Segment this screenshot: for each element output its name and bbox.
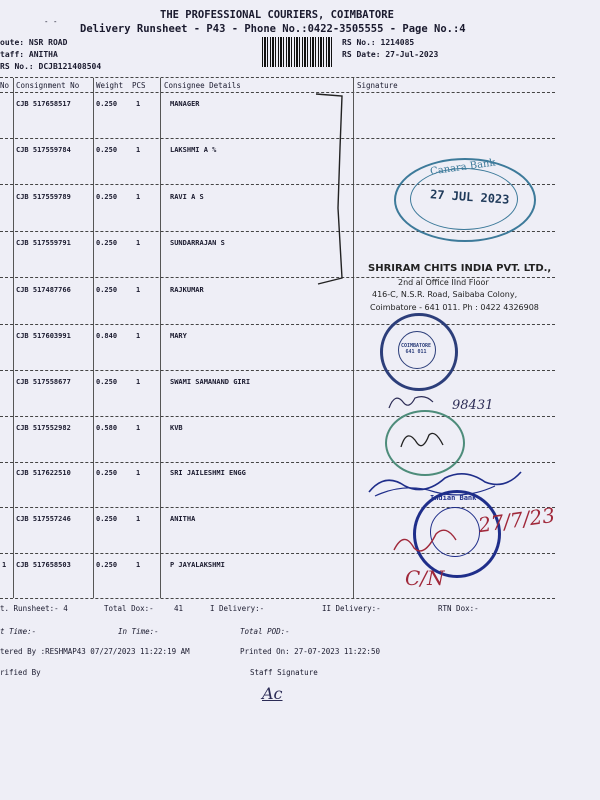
rs-no-left: RS No.: DCJB121408504 — [0, 62, 102, 71]
table-header-rule — [0, 92, 555, 93]
pcs-value: 1 — [136, 286, 141, 294]
weight-value: 0.580 — [96, 424, 118, 432]
weight-value: 0.250 — [96, 239, 118, 247]
canara-bank-name: Canara Bank — [429, 157, 497, 178]
entered-by: tered By :RESHMAP43 07/27/2023 11:22:19 AM — [0, 647, 190, 656]
col-no: No — [0, 81, 10, 90]
consignee-name: P JAYALAKSHMI — [170, 561, 225, 569]
canara-stamp-date: 27 JUL 2023 — [429, 187, 510, 207]
weight-value: 0.250 — [96, 193, 118, 201]
round-stamp-center: COIMBATORE 641 011 — [400, 343, 432, 355]
i-delivery: I Delivery:- — [210, 604, 265, 613]
weight-value: 0.250 — [96, 286, 118, 294]
consignment-number: CJB 517658503 — [16, 561, 71, 569]
pcs-value: 1 — [136, 378, 141, 386]
ii-delivery: II Delivery:- — [322, 604, 381, 613]
consignee-name: SUNDARRAJAN S — [170, 239, 225, 247]
consignment-number: CJB 517558677 — [16, 378, 71, 386]
handwritten-date: 27/7/23 — [476, 502, 557, 538]
total-runsheet: t. Runsheet:- 4 — [0, 604, 68, 613]
table-top-rule — [0, 77, 555, 78]
consignee-name: KVB — [170, 424, 183, 432]
pcs-value: 1 — [136, 100, 141, 108]
runsheet-subtitle: Delivery Runsheet - P43 - Phone No.:0422-3505555 - Page No.:4 — [80, 23, 466, 35]
consignment-number: CJB 517603991 — [16, 332, 71, 340]
consignment-number: CJB 517658517 — [16, 100, 71, 108]
consignee-name: LAKSHMI A % — [170, 146, 217, 154]
row-divider — [0, 138, 555, 139]
consignment-number: CJB 517559784 — [16, 146, 71, 154]
consignee-name: ANITHA — [170, 515, 196, 523]
verified-by: rified By — [0, 668, 41, 677]
handwritten-number: 98431 — [452, 398, 494, 413]
weight-value: 0.250 — [96, 146, 118, 154]
indian-bank-name: Indian Bank — [430, 494, 477, 502]
in-time: In Time:- — [118, 627, 159, 636]
corner-mark: - - — [44, 17, 58, 26]
col-divider — [13, 78, 14, 598]
staff-signature-label: Staff Signature — [250, 668, 318, 677]
red-scribble — [390, 520, 460, 560]
row-number: 1 — [2, 561, 7, 569]
col-divider — [160, 78, 161, 598]
row-divider — [0, 370, 555, 371]
rs-no: RS No.: 1214085 — [342, 38, 415, 47]
weight-value: 0.250 — [96, 515, 118, 523]
barcode — [262, 37, 334, 67]
weight-value: 0.840 — [96, 332, 118, 340]
pcs-value: 1 — [136, 239, 141, 247]
signature-scribble — [395, 425, 455, 455]
consignment-number: CJB 517559791 — [16, 239, 71, 247]
consignee-name: MARY — [170, 332, 187, 340]
rtn-dox: RTN Dox:- — [438, 604, 479, 613]
total-dox-label: Total Dox:- — [104, 604, 154, 613]
route-label: oute: NSR ROAD — [0, 38, 68, 47]
consignee-name: MANAGER — [170, 100, 200, 108]
col-divider — [353, 78, 354, 598]
pcs-value: 1 — [136, 424, 141, 432]
out-time: t Time:- — [0, 627, 37, 636]
weight-value: 0.250 — [96, 561, 118, 569]
col-signature: Signature — [357, 81, 398, 90]
col-consignment: Consignment No — [16, 81, 80, 90]
pcs-value: 1 — [136, 515, 141, 523]
weight-value: 0.250 — [96, 378, 118, 386]
pcs-value: 1 — [136, 193, 141, 201]
company-title: THE PROFESSIONAL COURIERS, COIMBATORE — [160, 9, 394, 21]
col-weight: Weight — [96, 81, 124, 90]
pcs-value: 1 — [136, 561, 141, 569]
col-consignee: Consignee Details — [164, 81, 241, 90]
col-divider — [93, 78, 94, 598]
consignment-number: CJB 517557246 — [16, 515, 71, 523]
bracket-mark — [312, 88, 352, 288]
row-divider — [0, 324, 555, 325]
pcs-value: 1 — [136, 146, 141, 154]
pcs-value: 1 — [136, 469, 141, 477]
handwritten-cn: C/N — [405, 566, 445, 590]
total-pod: Total POD:- — [240, 627, 290, 636]
consignment-number: CJB 517622510 — [16, 469, 71, 477]
consignment-number: CJB 517552982 — [16, 424, 71, 432]
weight-value: 0.250 — [96, 469, 118, 477]
staff-label: taff: ANITHA — [0, 50, 58, 59]
consignee-name: SRI JAILESHMI ENGG — [170, 469, 246, 477]
staff-initials: Ac — [262, 684, 283, 703]
total-dox-value: 41 — [174, 604, 184, 613]
consignee-name: SWAMI SAMANAND GIRI — [170, 378, 251, 386]
pcs-value: 1 — [136, 332, 141, 340]
consignment-number: CJB 517487766 — [16, 286, 71, 294]
shriram-line1: 2nd al Office IInd Floor — [398, 278, 489, 287]
consignee-name: RAVI A S — [170, 193, 204, 201]
consignee-name: RAJKUMAR — [170, 286, 204, 294]
col-pcs: PCS — [132, 81, 146, 90]
rs-date: RS Date: 27-Jul-2023 — [342, 50, 439, 59]
shriram-line2: 416-C, N.S.R. Road, Saibaba Colony, — [372, 290, 518, 299]
footer-rule — [0, 598, 555, 599]
printed-on: Printed On: 27-07-2023 11:22:50 — [240, 647, 380, 656]
consignment-number: CJB 517559789 — [16, 193, 71, 201]
shriram-line3: Coimbatore - 641 011. Ph : 0422 4326908 — [370, 303, 539, 312]
weight-value: 0.250 — [96, 100, 118, 108]
shriram-name: SHRIRAM CHITS INDIA PVT. LTD., — [368, 263, 552, 274]
